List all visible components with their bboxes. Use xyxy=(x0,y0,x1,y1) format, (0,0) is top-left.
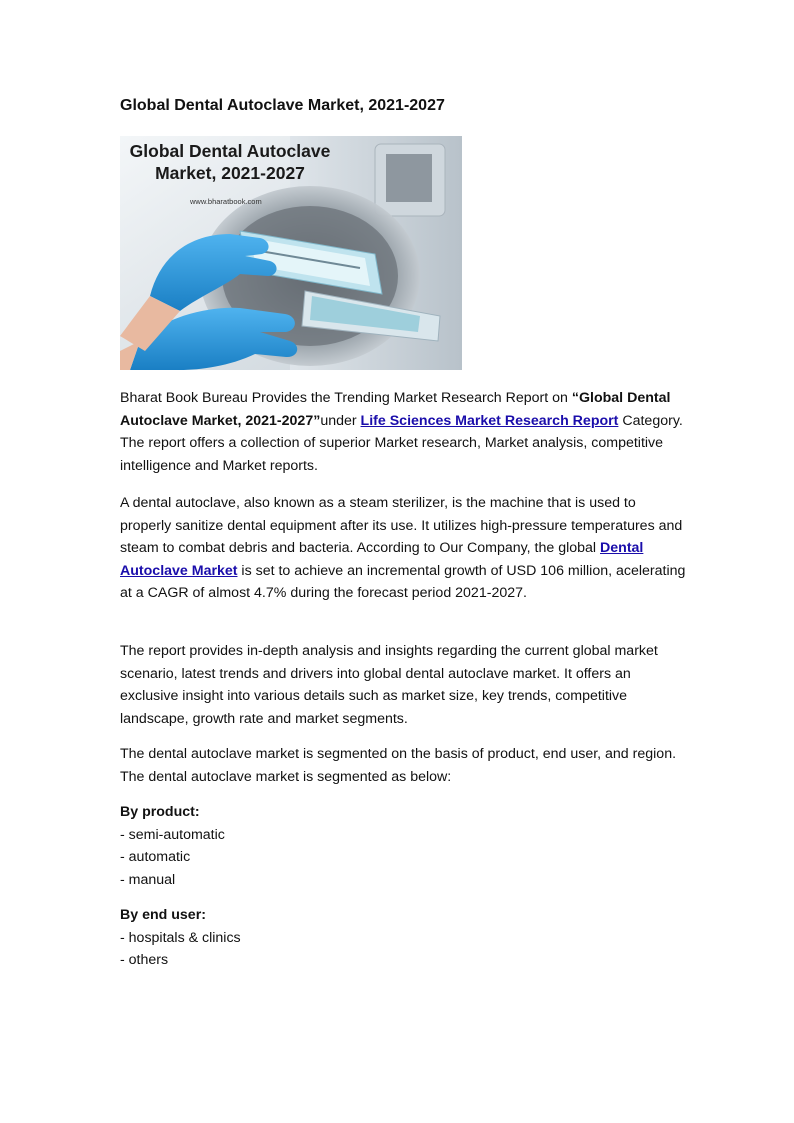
definition-paragraph xyxy=(120,492,690,605)
by-end-user-heading: By end user: xyxy=(120,907,206,923)
hero-website: www.bharatbook.com xyxy=(190,197,262,206)
dental-autoclave-market-link[interactable]: Dental Autoclave Market xyxy=(120,540,644,579)
by-product-heading: By product: xyxy=(120,804,200,820)
by-product-section xyxy=(120,801,690,891)
by-end-user-section xyxy=(120,904,690,972)
list-item: - manual xyxy=(120,871,176,888)
intro-text: Bharat Book Bureau Provides the Trending Market Research Report on xyxy=(120,390,572,406)
page-title: Global Dental Autoclave Market, 2021-2027 xyxy=(120,97,445,114)
definition-text-end: is set to achieve an incremental growth of USD 106 million, acelerating at a CAGR of almost 4.7% during the forecast period 2021-2027. xyxy=(120,562,686,602)
intro-text-end: Category. The report offers a collection of superior Market research, Market analysis, competitive intelligence and Market reports. xyxy=(120,412,683,474)
life-sciences-link[interactable]: Life Sciences Market Research Report xyxy=(360,412,619,429)
hero-title-line2: Market, 2021-2027 xyxy=(155,163,305,183)
intro-text-mid: under xyxy=(320,412,361,429)
list-item: - semi-automatic xyxy=(120,826,225,843)
list-item: - hospitals & clinics xyxy=(120,929,241,946)
report-title-bold: “Global Dental Autoclave Market, 2021-2027” xyxy=(120,390,671,429)
list-item: - automatic xyxy=(120,849,191,866)
hero-image xyxy=(120,136,462,370)
hero-title xyxy=(120,140,340,184)
hero-title-line1: Global Dental Autoclave xyxy=(129,141,331,161)
intro-paragraph xyxy=(120,387,690,477)
definition-text: A dental autoclave, also known as a steam sterilizer, is the machine that is used to properly sanitize dental equipment after its use. It utilizes high-pressure temperatures and steam to combat debris and bacteria. According to Our Company, the global xyxy=(120,495,683,557)
analysis-paragraph: The report provides in-depth analysis and insights regarding the current global market scenario, latest trends and drivers into global dental autoclave market. It offers an exclusive insight into various details such as market size, key trends, competitive landscape, growth rate and market segments. xyxy=(120,643,658,727)
list-item: - others xyxy=(120,952,169,969)
segmentation-paragraph: The dental autoclave market is segmented on the basis of product, end user, and region. The dental autoclave market is segmented as below: xyxy=(120,746,677,785)
